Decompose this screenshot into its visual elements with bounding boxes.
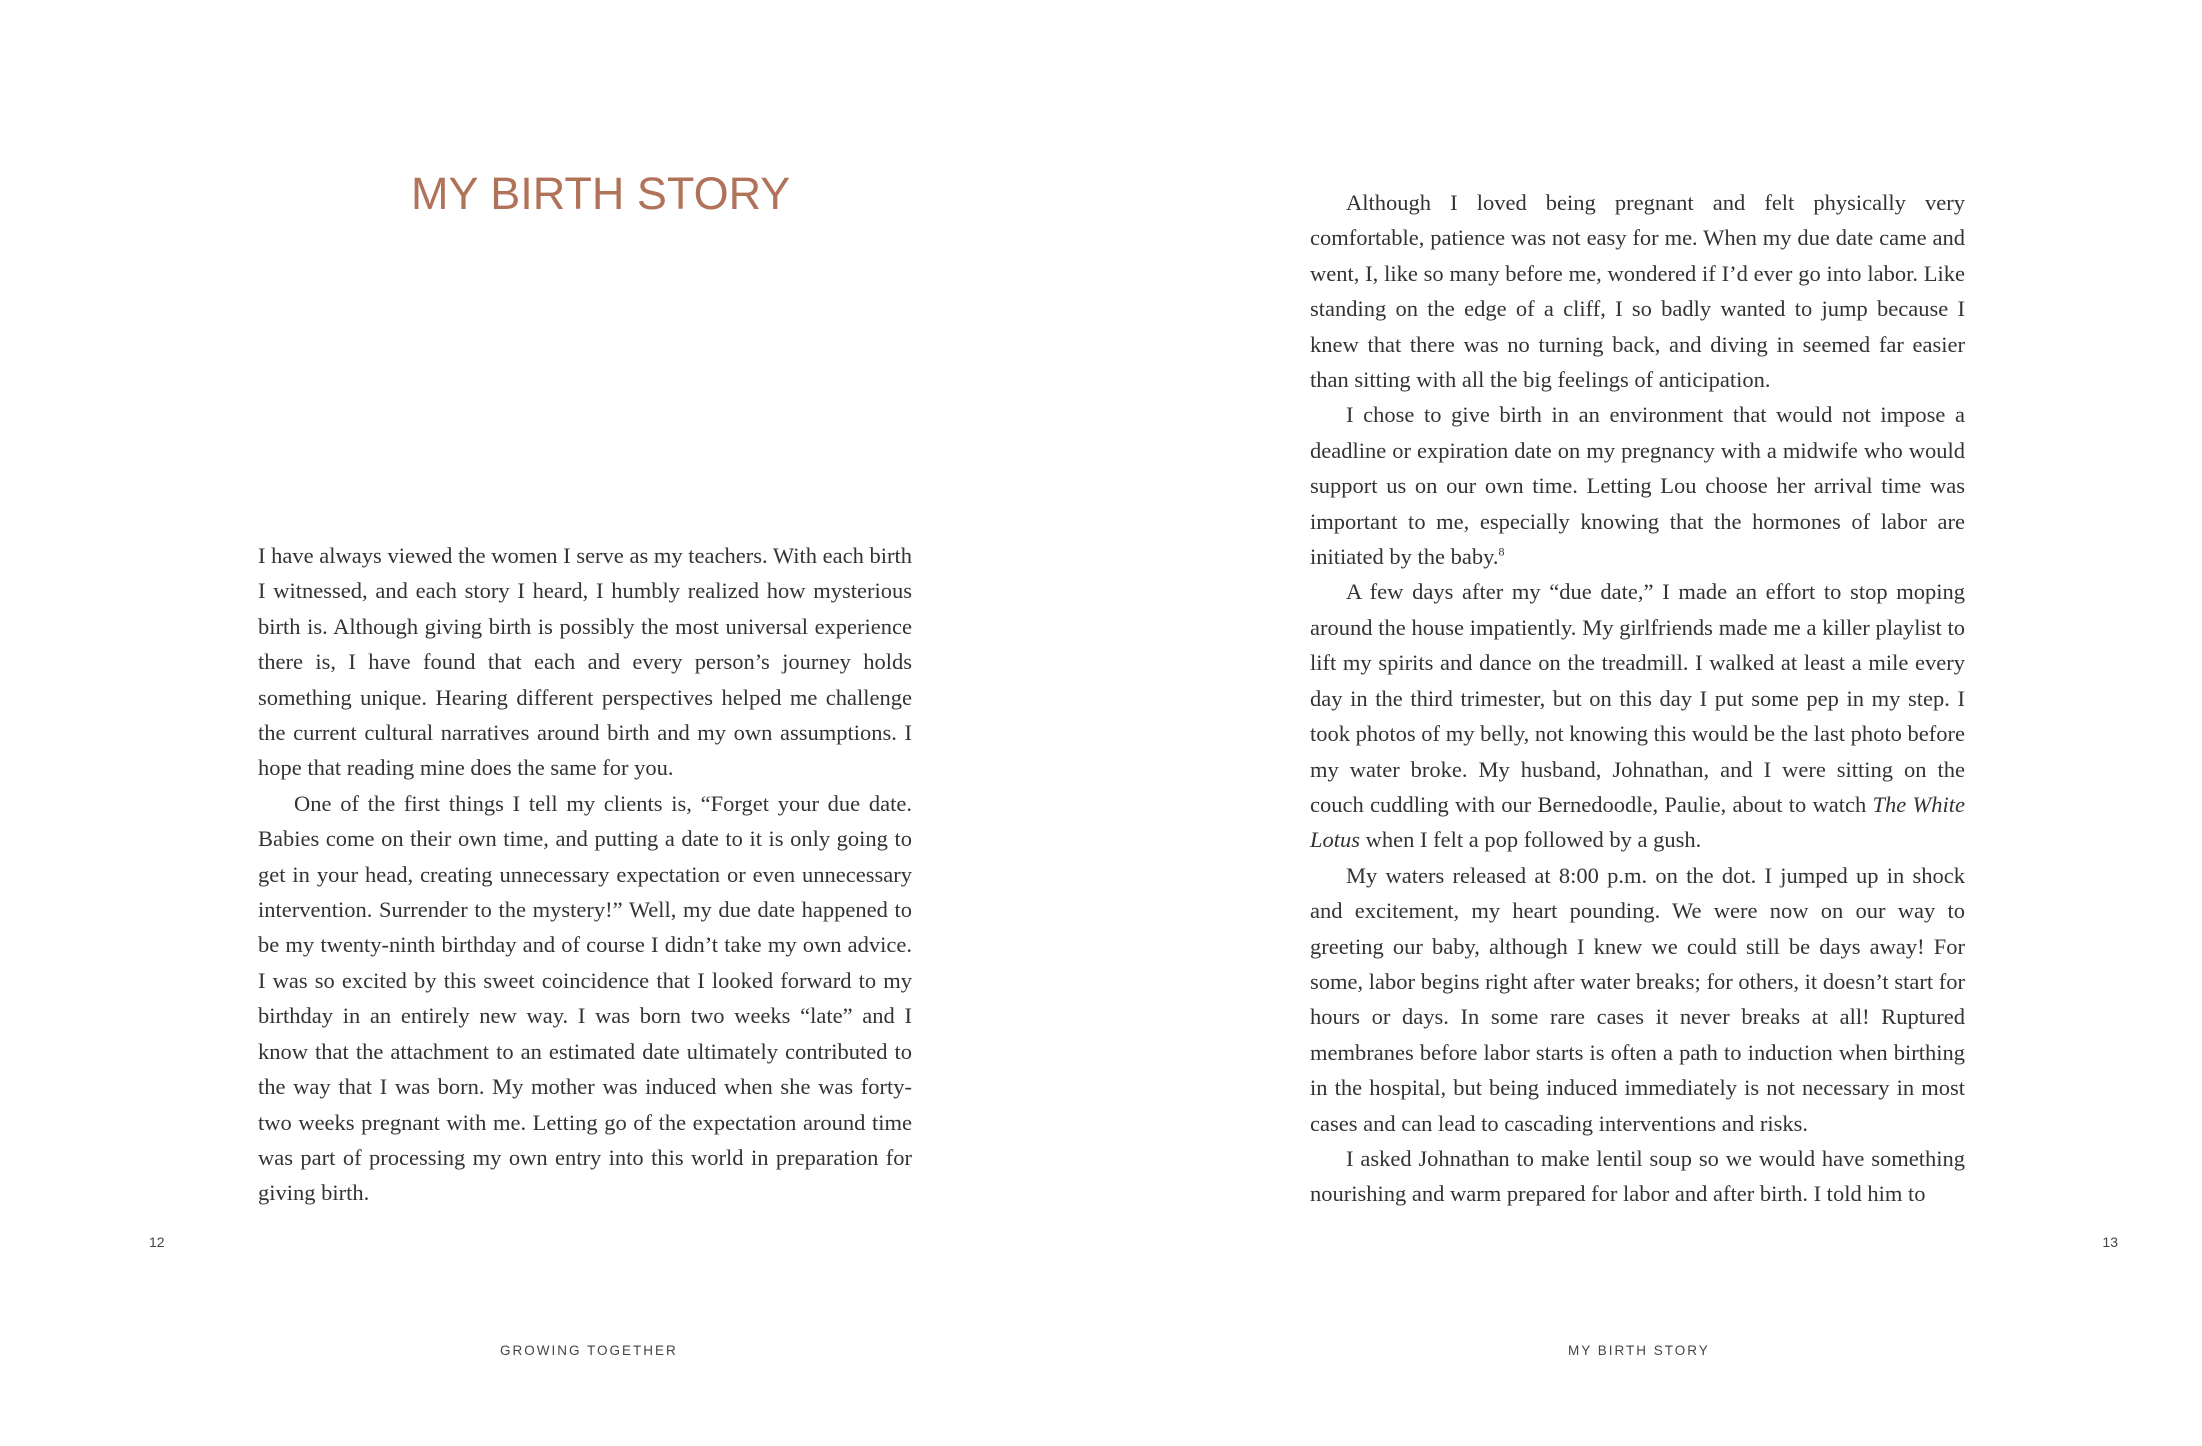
right-paragraph-3-text: A few days after my “due date,” I made an effort to stop moping around the house impatiently. My girlfriends made me a killer playlist to lift my spirits and dance on the treadmill. I walked at least a mile every day in the third trimester, but on this day I put some pep in my step. I took photos of my belly, not knowing this would be the last photo before my water broke. My husband, Johnathan, and I were sitting on the couch cuddling with our Bernedoodle, Paulie, about to watch [1310,579,1965,817]
show-title: The White Lotus [1310,791,1965,853]
page-number-right: 13 [2102,1234,2118,1250]
running-footer-right: MY BIRTH STORY [1568,1343,1710,1358]
right-paragraph-4: My waters released at 8:00 p.m. on the dot. I jumped up in shock and excitement, my heart pounding. We were now on our way to greeting our baby, although I knew we could still be days away! For some, labor begins right after water breaks; for others, it doesn’t start for hours or days. In some rare cases it never breaks at all! Ruptured membranes before labor starts is often a path to induction when birthing in the hospital, but being induced immediately is not necessary in most cases and can lead to cascading interventions and risks. [1310,862,1965,1136]
left-paragraph-1: I have always viewed the women I serve as my teachers. With each birth I witnessed, and each story I heard, I humbly realized how mysterious birth is. Although giving birth is possibly the most universal experience there is, I have found that each and every person’s journey holds something unique. Hearing different perspectives helped me challenge the current cultural narratives around birth and my own assumptions. I hope that reading mine does the same for you. [258,543,912,781]
right-paragraph-3 [1310,574,1965,857]
right-page [1101,0,2202,1446]
right-body-text [1310,185,1965,1212]
right-paragraph-2-text: I chose to give birth in an environment that would not impose a deadline or expiration date on my pregnancy with a midwife who would support us on our own time. Letting Lou choose her arrival time was important to me, especially knowing that the hormones of labor are initiated by the baby. [1310,402,1965,570]
page-number-left: 12 [149,1234,165,1250]
chapter-title: MY BIRTH STORY [411,168,791,219]
right-paragraph-3-end: when I felt a pop followed by a gush. [1360,827,1702,853]
right-paragraph-1: Although I loved being pregnant and felt physically very comfortable, patience was not easy for me. When my due date came and went, I, like so many before me, wondered if I’d ever go into labor. Like standing on the edge of a cliff, I so badly wanted to jump because I knew that there was no turning back, and diving in seemed far easier than sitting with all the big feelings of anticipation. [1310,190,1965,393]
footnote-marker: 8 [1498,544,1505,559]
running-footer-left: GROWING TOGETHER [500,1343,678,1358]
left-paragraph-2: One of the first things I tell my clients is, “Forget your due date. Babies come on their own time, and putting a date to it is only going to get in your head, creating unnecessary expectation or even unnecessary intervention. Surrender to the mystery!” Well, my due date happened to be my twenty-ninth birthday and of course I didn’t take my own advice. I was so excited by this sweet coincidence that I looked forward to my birthday in an entirely new way. I was born two weeks “late” and I know that the attachment to an estimated date ultimately contributed to the way that I was born. My mother was induced when she was forty-two weeks pregnant with me. Letting go of the expectation around time was part of processing my own entry into this world in preparation for giving birth. [258,790,912,1206]
left-body-text [258,538,912,1211]
right-paragraph-5: I asked Johnathan to make lentil soup so we would have something nourishing and warm prepared for labor and after birth. I told him to [1310,1145,1965,1207]
right-paragraph-2 [1310,397,1965,574]
